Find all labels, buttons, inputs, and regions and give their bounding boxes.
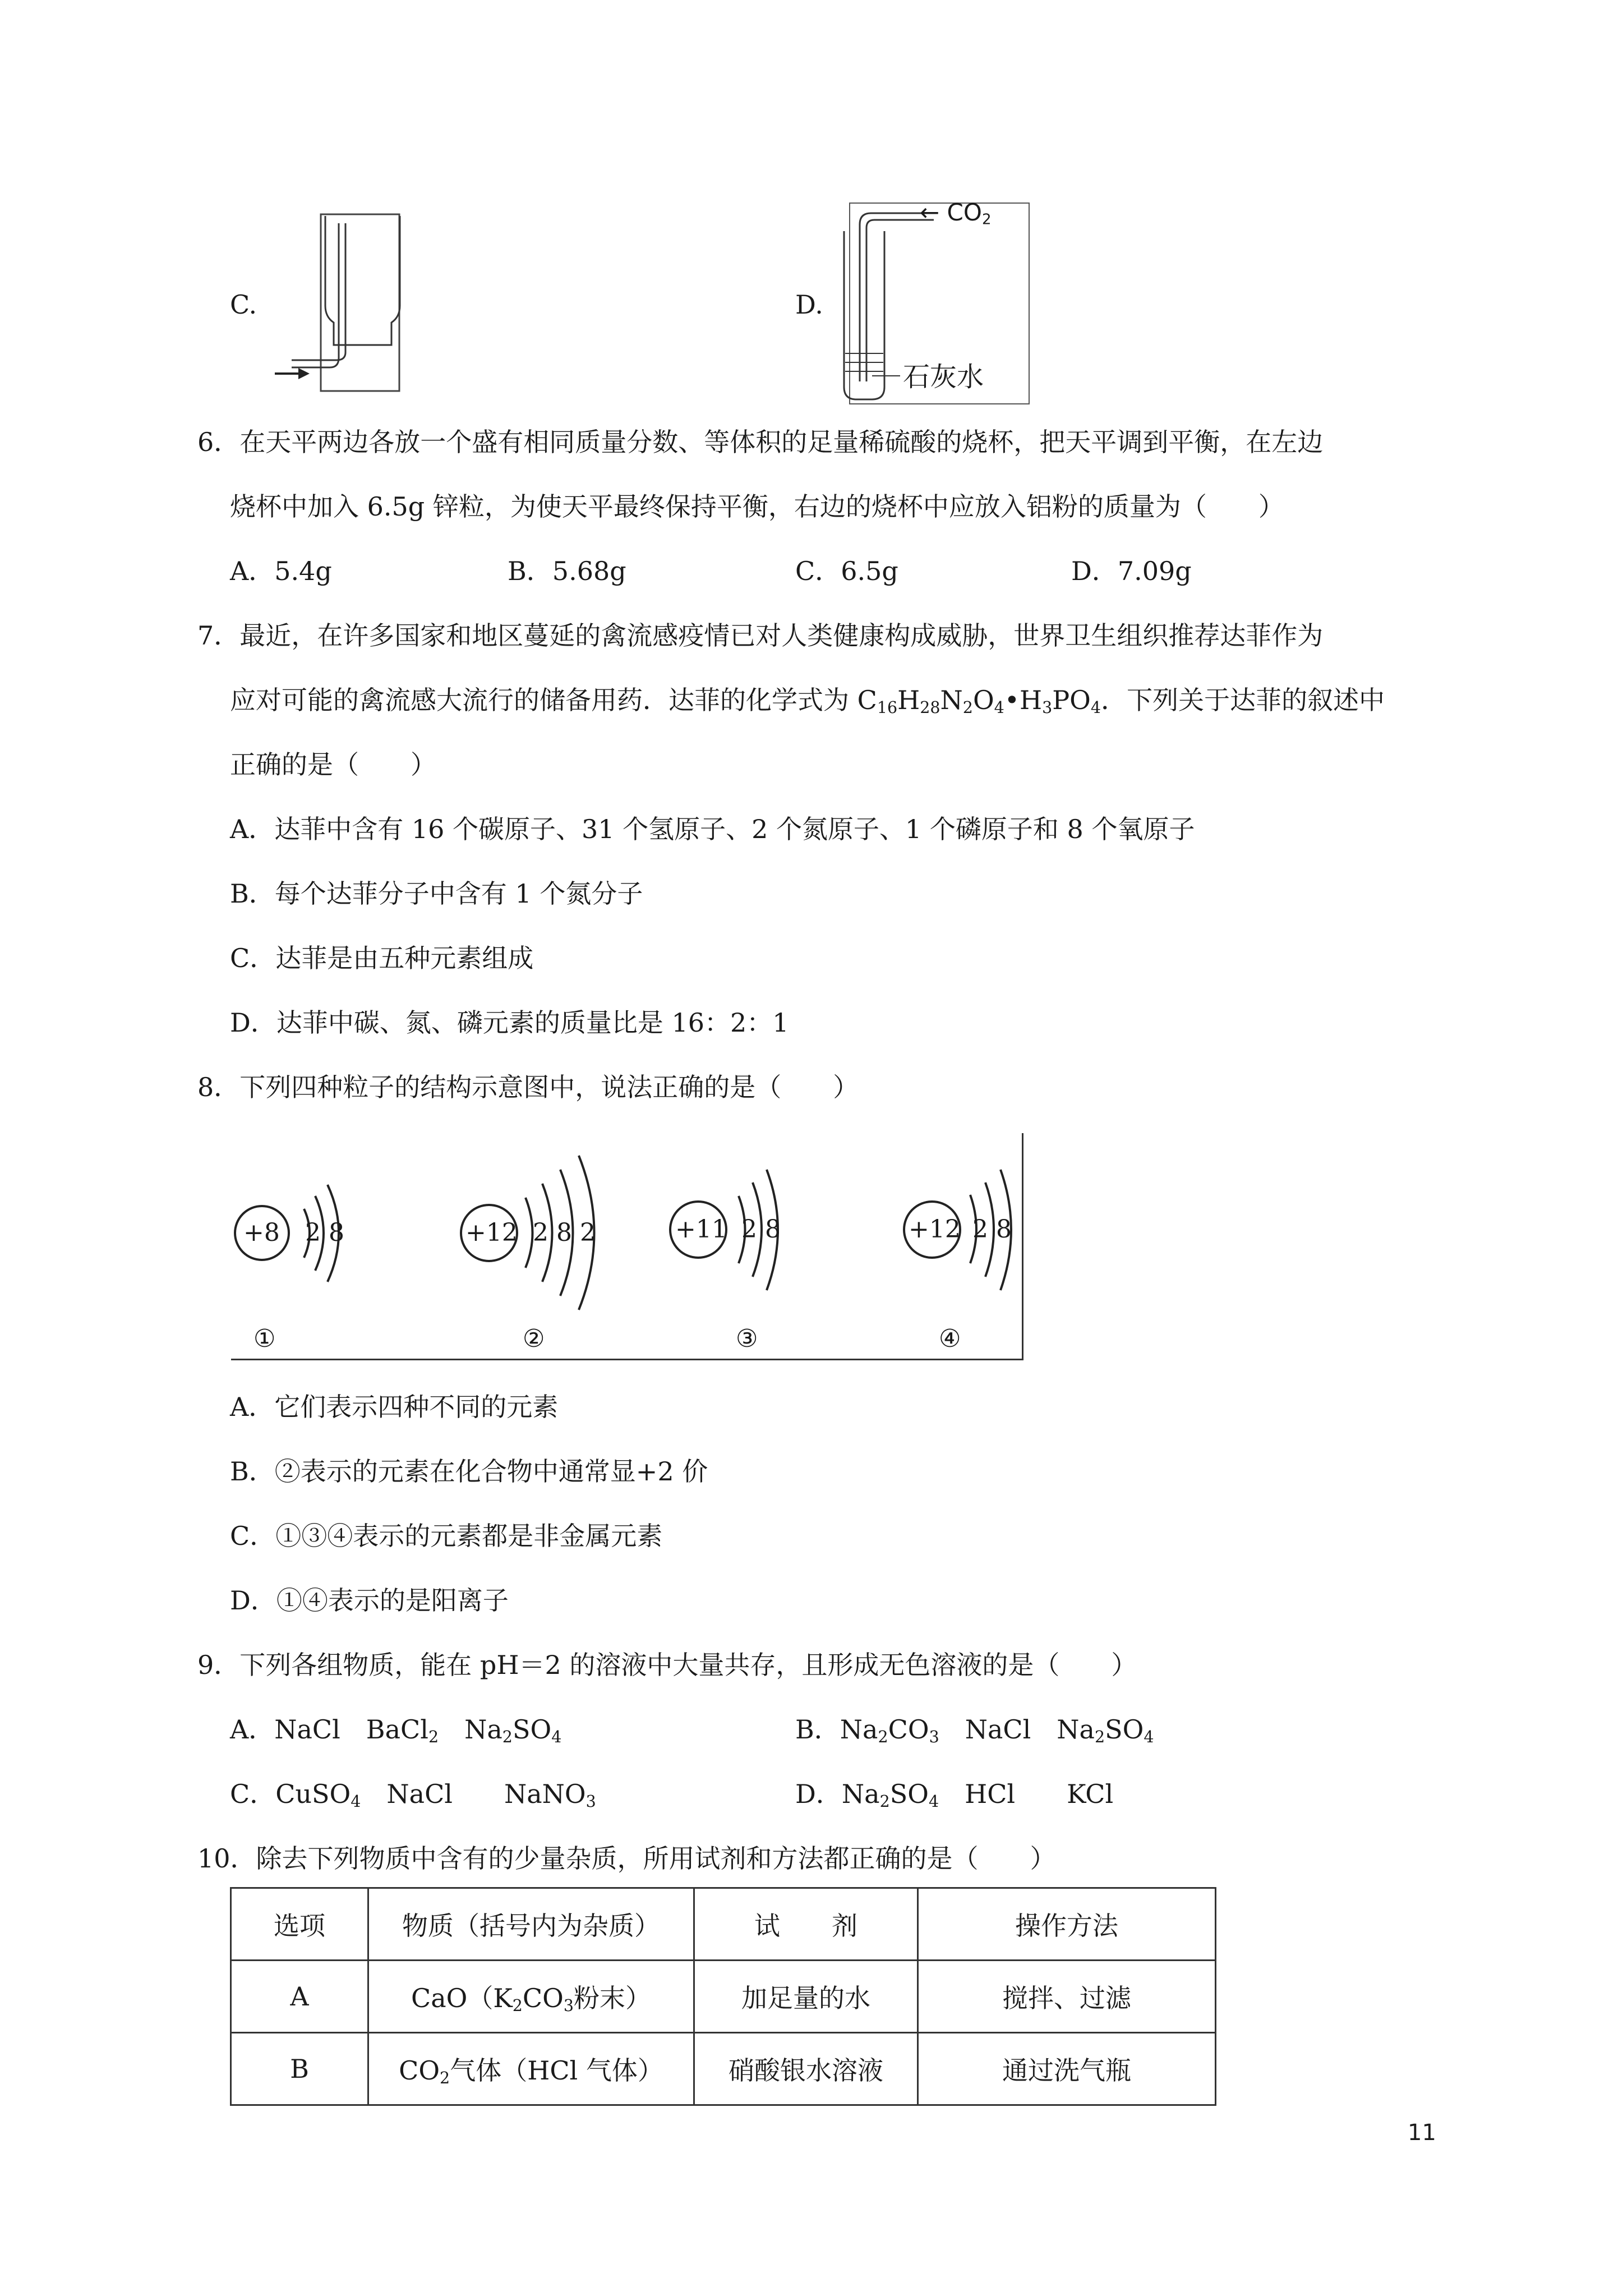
header-option: 选项 [231, 1888, 368, 1961]
row-a-method: 搅拌、过滤 [918, 1961, 1216, 2033]
row-a-reagent: 加足量的水 [694, 1961, 918, 2033]
q8-stem: 8．下列四种粒子的结构示意图中，说法正确的是（ ） [197, 1072, 859, 1102]
q8-option-a: A．它们表示四种不同的元素 [230, 1392, 559, 1422]
q8-p2-nucleus: +12 [465, 1218, 518, 1247]
q8-p2-label: ② [523, 1324, 545, 1353]
header-substance: 物质（括号内为杂质） [368, 1888, 694, 1961]
q8-p4-shells: 2 8 [972, 1215, 1012, 1244]
q7-stem-line2: 应对可能的禽流感大流行的储备用药．达菲的化学式为 $C_{16}H_{28}N_2O_4•H_3PO_4$．下列关于达菲的叙述中 [230, 685, 1385, 717]
q9-option-c: C．CuSO$_4$ NaCl NaNO$_3$ [230, 1779, 596, 1811]
page-number: 11 [1408, 2120, 1436, 2146]
q8-particle-shells [231, 1133, 1022, 1359]
q8-p3-shells: 2 8 [741, 1215, 781, 1244]
q5-d-gas-label: ← $CO_2$ [920, 199, 992, 228]
q7-stem-line3: 正确的是（ ） [230, 749, 436, 780]
q8-particle-diagram [231, 1133, 1023, 1360]
q8-p3-label: ③ [736, 1324, 758, 1353]
table-row [231, 1961, 1216, 2033]
table-header-row [231, 1888, 1216, 1961]
row-b-option: B [231, 2033, 368, 2105]
q9-option-b: B．$Na_2CO_3$ NaCl $Na_2SO_4$ [795, 1714, 1154, 1747]
q5-option-c-label: C. [230, 289, 257, 320]
q7-option-d: D．达菲中碳、氮、磷元素的质量比是 16：2：1 [230, 1007, 789, 1038]
q6-stem-line1: 6．在天平两边各放一个盛有相同质量分数、等体积的足量稀硫酸的烧杯，把天平调到平衡，在左边 [197, 427, 1324, 457]
q7-formula: $C_{16}H_{28}N_2O_4•H_3PO_4$ [857, 685, 1101, 717]
row-b-substance: $CO_2$气体（HCl 气体） [368, 2033, 694, 2105]
q7-stem-line1: 7．最近，在许多国家和地区蔓延的禽流感疫情已对人类健康构成威胁，世界卫生组织推荐达菲作为 [197, 620, 1324, 651]
q7-option-b: B．每个达菲分子中含有 1 个氮分子 [230, 878, 643, 909]
q6-stem-line2: 烧杯中加入 6.5g 锌粒，为使天平最终保持平衡，右边的烧杯中应放入铝粉的质量为（ ） [230, 491, 1284, 522]
q7-option-c: C．达菲是由五种元素组成 [230, 943, 534, 973]
q5-option-c-apparatus [269, 208, 415, 398]
q9-option-a: A．NaCl BaCl$_2$ $Na_2SO_4$ [230, 1714, 562, 1747]
q8-p1-label: ① [253, 1324, 276, 1353]
table-row [231, 2033, 1216, 2105]
row-b-reagent: 硝酸银水溶液 [694, 2033, 918, 2105]
row-b-method: 通过洗气瓶 [918, 2033, 1216, 2105]
header-method: 操作方法 [918, 1888, 1216, 1961]
q5-d-liquid-label: 石灰水 [903, 361, 984, 393]
q8-p4-nucleus: +12 [909, 1215, 961, 1244]
q9-stem: 9．下列各组物质，能在 pH＝2 的溶液中大量共存，且形成无色溶液的是（ ） [197, 1650, 1137, 1680]
header-reagent: 试 剂 [694, 1888, 918, 1961]
q5-option-d-label: D. [795, 289, 823, 320]
q8-p1-nucleus: +8 [243, 1218, 280, 1247]
q8-p2-shells: 2 8 2 [533, 1218, 596, 1247]
q6-option-a: A．5.4g [230, 556, 332, 586]
q10-stem: 10．除去下列物质中含有的少量杂质，所用试剂和方法都正确的是（ ） [197, 1843, 1056, 1874]
q8-p4-label: ④ [939, 1324, 961, 1353]
q8-option-d: D．①④表示的是阳离子 [230, 1585, 509, 1616]
q8-option-c: C．①③④表示的元素都是非金属元素 [230, 1521, 663, 1551]
q7-option-a: A．达菲中含有 16 个碳原子、31 个氢原子、2 个氮原子、1 个磷原子和 8 个氧原子 [230, 814, 1195, 844]
q6-option-b: B．5.68g [508, 556, 626, 586]
q10-table [230, 1887, 1216, 2106]
row-a-substance: $CaO(K_2CO_3$粉末） [368, 1961, 694, 2033]
row-a-option: A [231, 1961, 368, 2033]
q6-option-c: C．6.5g [795, 556, 898, 586]
q8-p1-shells: 2 8 [305, 1218, 344, 1247]
q6-option-d: D．7.09g [1071, 556, 1192, 586]
q8-p3-nucleus: +11 [675, 1215, 727, 1244]
q8-option-b: B．②表示的元素在化合物中通常显+2 价 [230, 1456, 708, 1487]
q9-option-d: D．$Na_2SO_4$ HCl KCl [795, 1779, 1114, 1811]
